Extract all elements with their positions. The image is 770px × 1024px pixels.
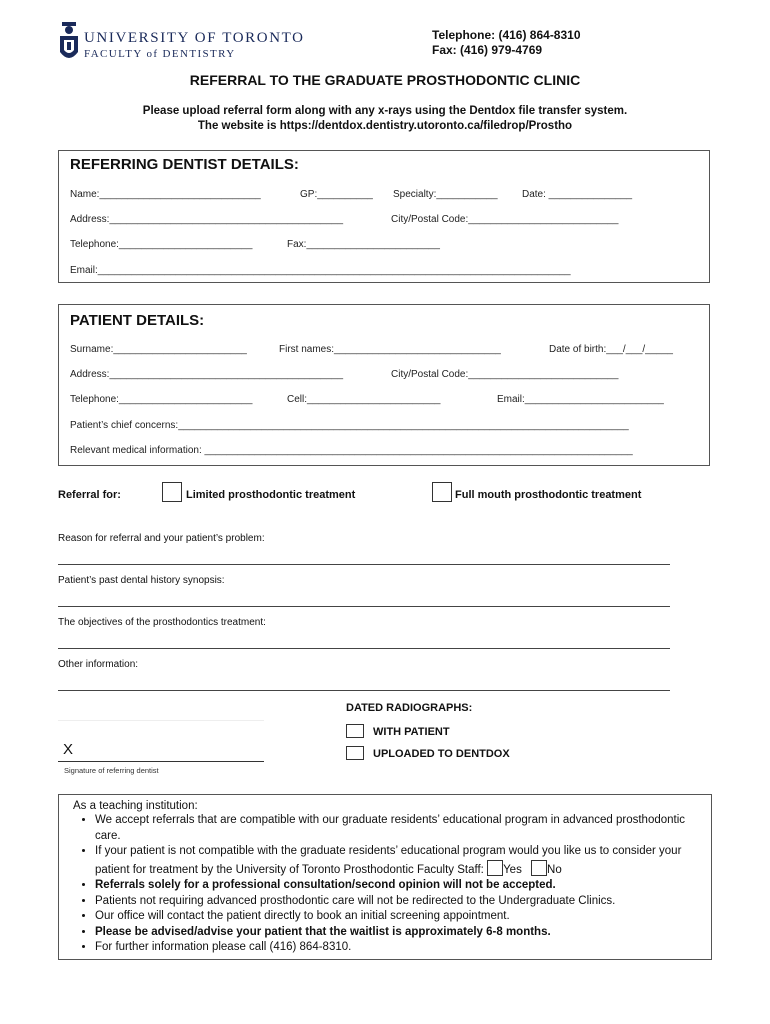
info-bullet-further-info: • For further information please call (416) 864-8310. xyxy=(95,940,711,956)
patient-cell-field[interactable]: Cell:________________________ xyxy=(287,394,441,405)
dentist-date-field[interactable]: Date: _______________ xyxy=(522,189,633,200)
treatment-objectives-line[interactable] xyxy=(58,648,670,649)
dentist-telephone-field[interactable]: Telephone:________________________ xyxy=(70,239,253,250)
university-logo xyxy=(58,18,305,68)
limited-treatment-checkbox[interactable] xyxy=(162,482,182,502)
uploaded-dentdox-label: UPLOADED TO DENTDOX xyxy=(373,748,510,760)
referral-reason-label: Reason for referral and your patient’s problem: xyxy=(58,533,265,544)
logo-university-text: UNIVERSITY OF TORONTO xyxy=(84,30,305,46)
dentist-city-postal-field[interactable]: City/Postal Code:___________________________ xyxy=(391,214,619,225)
patient-dob-field[interactable]: Date of birth:___/___/_____ xyxy=(549,344,673,355)
limited-treatment-label: Limited prosthodontic treatment xyxy=(186,489,356,501)
instructions-line-1: Please upload referral form along with any x-rays using the Dentdox file transfer system. xyxy=(142,105,628,117)
other-information-line[interactable] xyxy=(58,690,670,691)
info-bullet-consultation: • Referrals solely for a professional consultation/second opinion will not be accepted. xyxy=(95,878,711,894)
yes-label: Yes xyxy=(503,863,522,876)
no-label: No xyxy=(547,863,562,876)
dentist-gp-field[interactable]: GP:__________ xyxy=(300,189,373,200)
signature-field[interactable] xyxy=(58,720,264,762)
signature-label: Signature of referring dentist xyxy=(64,766,159,775)
info-list xyxy=(59,813,711,956)
info-bullet-undergraduate: • Patients not requiring advanced prosthodontic care will not be redirected to the Undergraduate Clinics. xyxy=(95,894,711,910)
upload-instructions xyxy=(0,104,770,134)
other-information-label: Other information: xyxy=(58,659,139,670)
dentist-fax-field[interactable]: Fax:________________________ xyxy=(287,239,440,250)
patient-medical-info-field[interactable]: Relevant medical information: _____________________________________________________________________________ xyxy=(70,445,633,456)
full-mouth-treatment-checkbox[interactable] xyxy=(432,482,452,502)
info-bullet-waitlist: • Please be advised/advise your patient that the waitlist is approximately 6-8 months. xyxy=(95,925,711,941)
dentist-specialty-field[interactable]: Specialty:___________ xyxy=(393,189,498,200)
with-patient-checkbox[interactable] xyxy=(346,724,364,738)
contact-fax: Fax: (416) 979-4769 xyxy=(432,43,543,57)
patient-surname-field[interactable]: Surname:________________________ xyxy=(70,344,247,355)
info-bullet-screening: • Our office will contact the patient directly to book an initial screening appointment. xyxy=(95,909,711,925)
patient-city-postal-field[interactable]: City/Postal Code:___________________________ xyxy=(391,369,619,380)
dental-history-label: Patient’s past dental history synopsis: xyxy=(58,575,225,586)
uploaded-dentdox-checkbox[interactable] xyxy=(346,746,364,760)
contact-info xyxy=(432,28,581,58)
patient-first-names-field[interactable]: First names:______________________________ xyxy=(279,344,501,355)
info-intro: As a teaching institution: xyxy=(73,800,198,812)
full-mouth-treatment-label: Full mouth prosthodontic treatment xyxy=(455,489,642,501)
instructions-line-2: The website is https://dentdox.dentistry.utoronto.ca/filedrop/Prostho xyxy=(197,120,573,132)
signature-mark: X xyxy=(63,741,74,758)
contact-telephone: Telephone: (416) 864-8310 xyxy=(432,28,581,42)
logo-faculty-text: FACULTY of DENTISTRY xyxy=(84,48,236,60)
referring-dentist-heading: REFERRING DENTIST DETAILS: xyxy=(70,156,299,173)
no-checkbox[interactable] xyxy=(531,860,547,876)
info-bullet-faculty-staff-text: If your patient is not compatible with the graduate residents’ educational program would you like us to consider your patient for treatment by the University of Toronto Prosthodontic Faculty Staff: xyxy=(95,845,682,876)
patient-heading: PATIENT DETAILS: xyxy=(70,312,205,329)
dentist-name-field[interactable]: Name:_____________________________ xyxy=(70,189,261,200)
treatment-objectives-label: The objectives of the prosthodontics treatment: xyxy=(58,617,266,628)
page-title: REFERRAL TO THE GRADUATE PROSTHODONTIC CLINIC xyxy=(189,72,581,88)
info-bullet-compatible-referrals: • We accept referrals that are compatible with our graduate residents’ educational program in advanced prosthodontic care. xyxy=(95,813,711,844)
yes-checkbox[interactable] xyxy=(487,860,503,876)
with-patient-label: WITH PATIENT xyxy=(373,726,450,738)
teaching-institution-info xyxy=(58,794,712,960)
patient-chief-concerns-field[interactable]: Patient’s chief concerns:_________________________________________________________________________________ xyxy=(70,420,629,431)
dentist-address-field[interactable]: Address:__________________________________________ xyxy=(70,214,344,225)
crest-icon xyxy=(58,18,80,66)
referral-for-label: Referral for: xyxy=(58,489,121,501)
patient-address-field[interactable]: Address:__________________________________________ xyxy=(70,369,344,380)
dentist-email-field[interactable]: Email:_____________________________________________________________________________________ xyxy=(70,265,571,276)
patient-email-field[interactable]: Email:_________________________ xyxy=(497,394,664,405)
info-bullet-faculty-staff xyxy=(95,844,711,878)
radiographs-heading: DATED RADIOGRAPHS: xyxy=(346,702,473,714)
referral-reason-line[interactable] xyxy=(58,564,670,565)
dental-history-line[interactable] xyxy=(58,606,670,607)
patient-telephone-field[interactable]: Telephone:________________________ xyxy=(70,394,253,405)
